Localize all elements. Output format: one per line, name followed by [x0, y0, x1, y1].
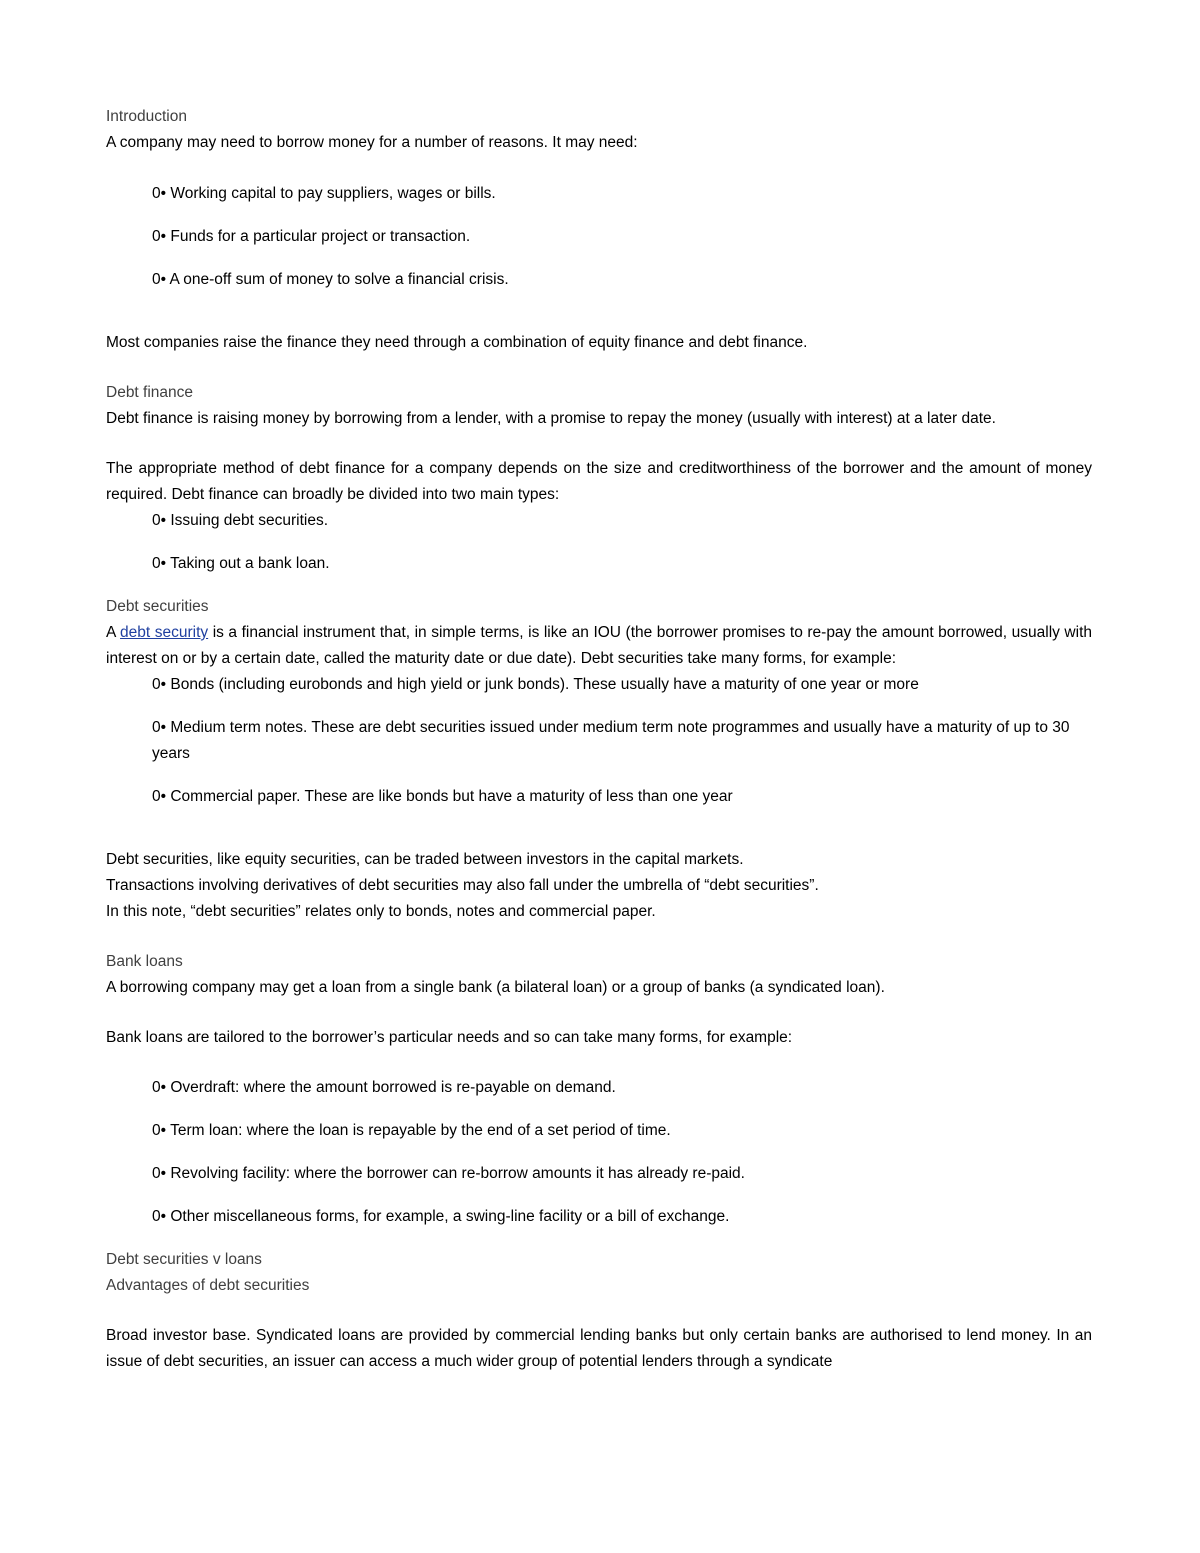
debt-finance-paragraph-2: The appropriate method of debt finance for a company depends on the size and creditworthiness of the borrower and the amount of money required. Debt finance can broadly be divided into two main types: [106, 460, 1092, 503]
bullet-marker: 0• [152, 788, 167, 805]
comparison-subheading: Advantages of debt securities [106, 1277, 310, 1294]
list-item: 0• Overdraft: where the amount borrowed is re-payable on demand. [152, 1075, 1092, 1101]
introduction-lead: A company may need to borrow money for a number of reasons. It may need: [106, 134, 638, 151]
list-item: 0• Funds for a particular project or transaction. [152, 224, 1092, 250]
comparison-heading: Debt securities v loans [106, 1251, 262, 1268]
list-item: 0• A one-off sum of money to solve a financial crisis. [152, 267, 1092, 293]
list-item: 0• Taking out a bank loan. [152, 551, 1092, 577]
list-item: 0• Issuing debt securities. [152, 508, 1092, 534]
list-item: 0• Commercial paper. These are like bonds but have a maturity of less than one year [152, 784, 1092, 810]
bullet-marker: 0• [152, 228, 167, 245]
bullet-marker: 0• [152, 555, 167, 572]
list-item: 0• Working capital to pay suppliers, wages or bills. [152, 181, 1092, 207]
bullet-marker: 0• [152, 676, 167, 693]
introduction-heading: Introduction [106, 108, 187, 125]
bullet-marker: 0• [152, 512, 167, 529]
document-page [106, 104, 1092, 1375]
list-item: 0• Term loan: where the loan is repayable by the end of a set period of time. [152, 1118, 1092, 1144]
comparison-paragraph: Broad investor base. Syndicated loans are provided by commercial lending banks but only certain banks are authorised to lend money. In an issue of debt securities, an issuer can access a much wider group of potential lenders through a syndicate [106, 1327, 1092, 1370]
debt-securities-paragraph: A debt security is a financial instrument that, in simple terms, is like an IOU (the borrower promises to re-pay the amount borrowed, usually with interest on or by a certain date, called the maturity date or due date). Debt securities take many forms, for example: [106, 624, 1092, 667]
bank-loans-paragraph-2: Bank loans are tailored to the borrower’s particular needs and so can take many forms, for example: [106, 1029, 793, 1046]
list-item: 0• Other miscellaneous forms, for example, a swing-line facility or a bill of exchange. [152, 1204, 1092, 1230]
bullet-marker: 0• [152, 1079, 167, 1096]
debt-security-link[interactable]: debt security [120, 624, 209, 641]
bullet-marker: 0• [152, 1165, 167, 1182]
list-item: 0• Medium term notes. These are debt securities issued under medium term note programmes and usually have a maturity of up to 30 years [152, 715, 1072, 767]
list-item: 0• Bonds (including eurobonds and high yield or junk bonds). These usually have a maturity of one year or more [152, 672, 1092, 698]
bullet-marker: 0• [152, 719, 167, 736]
debt-finance-paragraph-1: Debt finance is raising money by borrowing from a lender, with a promise to repay the money (usually with interest) at a later date. [106, 410, 996, 427]
bank-loans-heading: Bank loans [106, 953, 183, 970]
list-item: 0• Revolving facility: where the borrower can re-borrow amounts it has already re-paid. [152, 1161, 1092, 1187]
debt-securities-line-2: Transactions involving derivatives of debt securities may also fall under the umbrella of “debt securities”. [106, 877, 819, 894]
bullet-marker: 0• [152, 185, 167, 202]
debt-securities-line-3: In this note, “debt securities” relates only to bonds, notes and commercial paper. [106, 903, 656, 920]
bullet-marker: 0• [152, 271, 167, 288]
debt-securities-heading: Debt securities [106, 598, 209, 615]
bullet-marker: 0• [152, 1208, 167, 1225]
introduction-closing: Most companies raise the finance they need through a combination of equity finance and debt finance. [106, 334, 808, 351]
bullet-marker: 0• [152, 1122, 167, 1139]
debt-securities-line-1: Debt securities, like equity securities, can be traded between investors in the capital markets. [106, 851, 744, 868]
bank-loans-paragraph-1: A borrowing company may get a loan from a single bank (a bilateral loan) or a group of banks (a syndicated loan). [106, 979, 885, 996]
debt-finance-heading: Debt finance [106, 384, 194, 401]
